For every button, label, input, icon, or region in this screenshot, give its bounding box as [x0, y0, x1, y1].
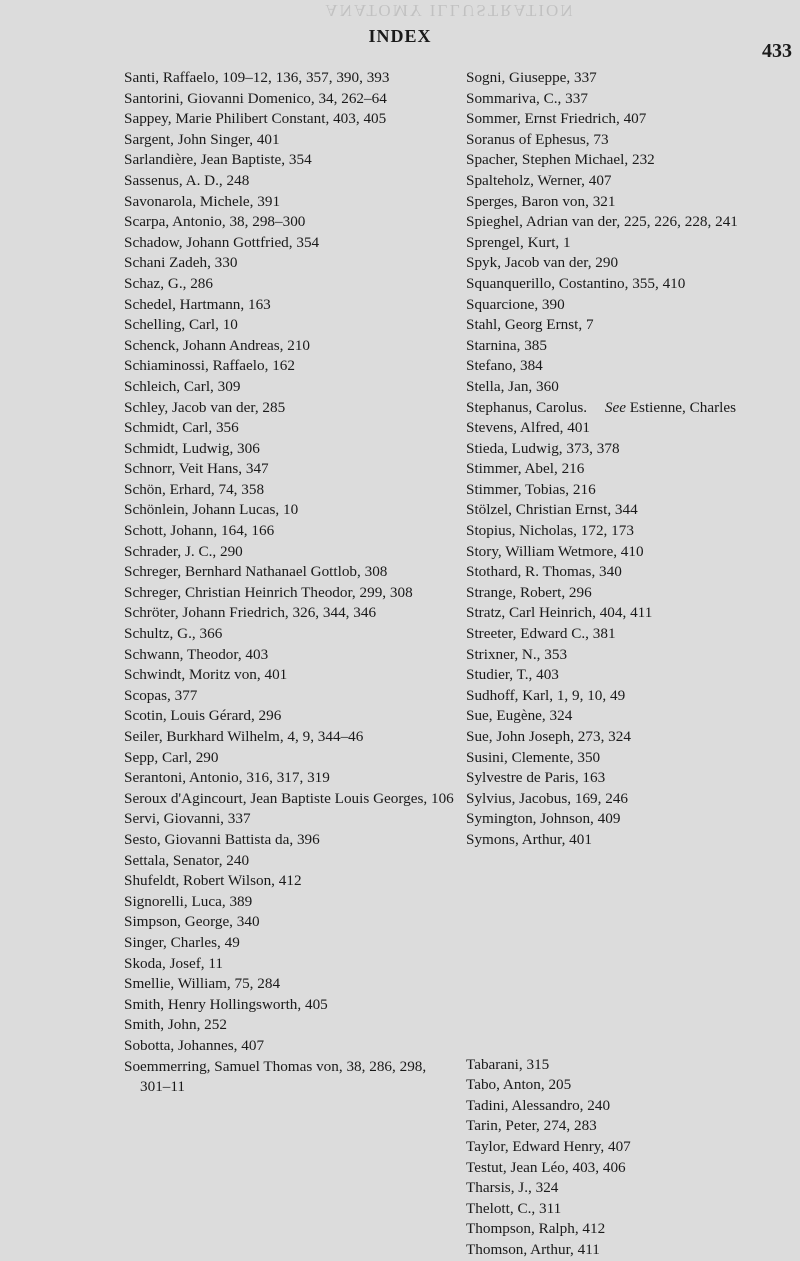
index-entry: Sappey, Marie Philibert Constant, 403, 405 [124, 110, 387, 128]
index-entry: Testut, Jean Léo, 403, 406 [466, 1158, 626, 1176]
index-entry: Susini, Clemente, 350 [466, 748, 601, 766]
index-entry: Schmidt, Ludwig, 306 [124, 439, 260, 457]
index-entry: Sylvestre de Paris, 163 [466, 769, 606, 787]
index-entry: Stölzel, Christian Ernst, 344 [466, 501, 638, 519]
index-entry: Smellie, William, 75, 284 [124, 975, 281, 993]
index-entry: Schmidt, Carl, 356 [124, 419, 239, 437]
index-entry: Story, William Wetmore, 410 [466, 542, 644, 560]
index-entry: Smith, John, 252 [124, 1016, 227, 1034]
index-entry: Strange, Robert, 296 [466, 583, 592, 601]
index-entry: Santorini, Giovanni Domenico, 34, 262–64 [124, 89, 387, 107]
index-entry: Servi, Giovanni, 337 [124, 810, 251, 828]
index-entry: Thelott, C., 311 [466, 1199, 562, 1217]
index-entry: Schaz, G., 286 [124, 274, 213, 292]
index-entry: Schott, Johann, 164, 166 [124, 522, 275, 540]
index-entry: Sudhoff, Karl, 1, 9, 10, 49 [466, 686, 626, 704]
index-entry: Stratz, Carl Heinrich, 404, 411 [466, 604, 653, 622]
index-entry: Schenck, Johann Andreas, 210 [124, 336, 311, 354]
index-entry: Sylvius, Jacobus, 169, 246 [466, 789, 629, 807]
index-entry: Schrader, J. C., 290 [124, 542, 243, 560]
page-number: 433 [762, 40, 792, 62]
index-entry: Schönlein, Johann Lucas, 10 [124, 501, 299, 519]
index-entry: Strixner, N., 353 [466, 645, 568, 663]
index-entry: Tharsis, J., 324 [466, 1179, 559, 1197]
index-entry: Scopas, 377 [124, 686, 198, 704]
index-entry: Thompson, Ralph, 412 [466, 1220, 606, 1238]
index-entry: Schultz, G., 366 [124, 625, 223, 643]
index-entry: Stahl, Georg Ernst, 7 [466, 316, 594, 334]
index-entry: Tadini, Alessandro, 240 [466, 1096, 611, 1114]
index-entry: Spacher, Stephen Michael, 232 [466, 151, 655, 169]
bleed-through-text: ANATOMY ILLUSTRATION [325, 1, 575, 20]
index-entry: Sobotta, Johannes, 407 [124, 1036, 265, 1054]
index-entry: Settala, Senator, 240 [124, 851, 250, 869]
index-entry: Schreger, Christian Heinrich Theodor, 299, 308 [124, 583, 413, 601]
index-entry: Schiaminossi, Raffaelo, 162 [124, 357, 295, 375]
index-entry: Singer, Charles, 49 [124, 933, 240, 951]
index-entry: Schön, Erhard, 74, 358 [124, 480, 265, 498]
index-entry: Sprengel, Kurt, 1 [466, 233, 571, 251]
index-entry: Sarlandière, Jean Baptiste, 354 [124, 151, 312, 169]
section-gap [466, 851, 796, 1055]
index-entry: Sue, John Joseph, 273, 324 [466, 728, 631, 745]
index-entry: Tabarani, 315 [466, 1055, 550, 1073]
index-entry: Sesto, Giovanni Battista da, 396 [124, 830, 320, 848]
index-entry: Simpson, George, 340 [124, 913, 260, 931]
page-title: INDEX [368, 26, 432, 46]
index-entry: Streeter, Edward C., 381 [466, 625, 616, 643]
index-entry: Symons, Arthur, 401 [466, 830, 592, 848]
index-entry: Tarin, Peter, 274, 283 [466, 1117, 597, 1135]
index-entry: Schreger, Bernhard Nathanael Gottlob, 308 [124, 563, 388, 581]
index-entry: Schleich, Carl, 309 [124, 377, 241, 395]
index-entry: Scotin, Louis Gérard, 296 [124, 707, 282, 725]
index-entry: Studier, T., 403 [466, 666, 559, 684]
index-entry: Stimmer, Tobias, 216 [466, 480, 596, 498]
index-entry: Stefano, 384 [466, 357, 543, 375]
index-entry: Symington, Johnson, 409 [466, 810, 621, 828]
left-column [124, 68, 456, 1098]
index-entry: Stothard, R. Thomas, 340 [466, 563, 622, 581]
index-entry: Thomson, Arthur, 411 [466, 1240, 600, 1258]
index-entry: Shufeldt, Robert Wilson, 412 [124, 872, 302, 890]
index-entry: Squanquerillo, Costantino, 355, 410 [466, 274, 686, 292]
index-entry-cross-reference [466, 398, 796, 419]
index-entry: Sogni, Giuseppe, 337 [466, 69, 597, 86]
index-entry: Spyk, Jacob van der, 290 [466, 254, 619, 272]
index-entry: Sargent, John Singer, 401 [124, 130, 280, 148]
index-entry: Schani Zadeh, 330 [124, 254, 238, 272]
index-entry: Sommer, Ernst Friedrich, 407 [466, 110, 647, 128]
index-entry: Schwindt, Moritz von, 401 [124, 666, 288, 684]
index-entry: Spalteholz, Werner, 407 [466, 171, 612, 189]
index-entry: Squarcione, 390 [466, 295, 565, 313]
index-entry: Soranus of Ephesus, 73 [466, 130, 609, 148]
index-entry: Stevens, Alfred, 401 [466, 419, 591, 437]
index-entry: Soemmerring, Samuel Thomas von, 38, 286, 298, 301–11 [124, 1057, 427, 1096]
index-entry: Tabo, Anton, 205 [466, 1076, 572, 1094]
index-entry: Schedel, Hartmann, 163 [124, 295, 271, 313]
index-entry: Sepp, Carl, 290 [124, 748, 219, 766]
index-entry: Schelling, Carl, 10 [124, 316, 238, 334]
index-entry: Santi, Raffaelo, 109–12, 136, 357, 390, 393 [124, 69, 390, 86]
index-entry: Sassenus, A. D., 248 [124, 171, 250, 189]
index-entry: Smith, Henry Hollingsworth, 405 [124, 995, 328, 1013]
see-label: See [604, 398, 626, 416]
index-entry: Schadow, Johann Gottfried, 354 [124, 233, 320, 251]
index-entry: Stella, Jan, 360 [466, 377, 559, 395]
index-entry: Sperges, Baron von, 321 [466, 192, 616, 210]
index-entry: Scarpa, Antonio, 38, 298–300 [124, 213, 306, 231]
index-entry: Seiler, Burkhard Wilhelm, 4, 9, 344–46 [124, 728, 364, 745]
right-column [466, 68, 796, 1261]
index-entry: Signorelli, Luca, 389 [124, 892, 253, 910]
index-entry: Skoda, Josef, 11 [124, 954, 223, 972]
see-target: Estienne, Charles [629, 398, 737, 416]
index-entry: Schnorr, Veit Hans, 347 [124, 460, 269, 478]
index-entry: Serantoni, Antonio, 316, 317, 319 [124, 769, 330, 787]
index-entry: Sommariva, C., 337 [466, 89, 588, 107]
index-entry: Spieghel, Adrian van der, 225, 226, 228, 241 [466, 213, 738, 231]
index-entry: Starnina, 385 [466, 336, 547, 354]
index-entry: Seroux d'Agincourt, Jean Baptiste Louis Georges, 106 [124, 789, 454, 807]
index-entry: Stimmer, Abel, 216 [466, 460, 585, 478]
index-entry: Schröter, Johann Friedrich, 326, 344, 346 [124, 604, 377, 622]
index-entry: Schley, Jacob van der, 285 [124, 398, 286, 416]
index-entry: Schwann, Theodor, 403 [124, 645, 269, 663]
index-entry: Savonarola, Michele, 391 [124, 192, 281, 210]
index-entry: Sue, Eugène, 324 [466, 707, 573, 725]
entry-name: Stephanus, Carolus. [466, 398, 588, 416]
index-entry: Taylor, Edward Henry, 407 [466, 1137, 631, 1155]
index-entry: Stopius, Nicholas, 172, 173 [466, 522, 634, 540]
index-entry: Stieda, Ludwig, 373, 378 [466, 439, 620, 457]
